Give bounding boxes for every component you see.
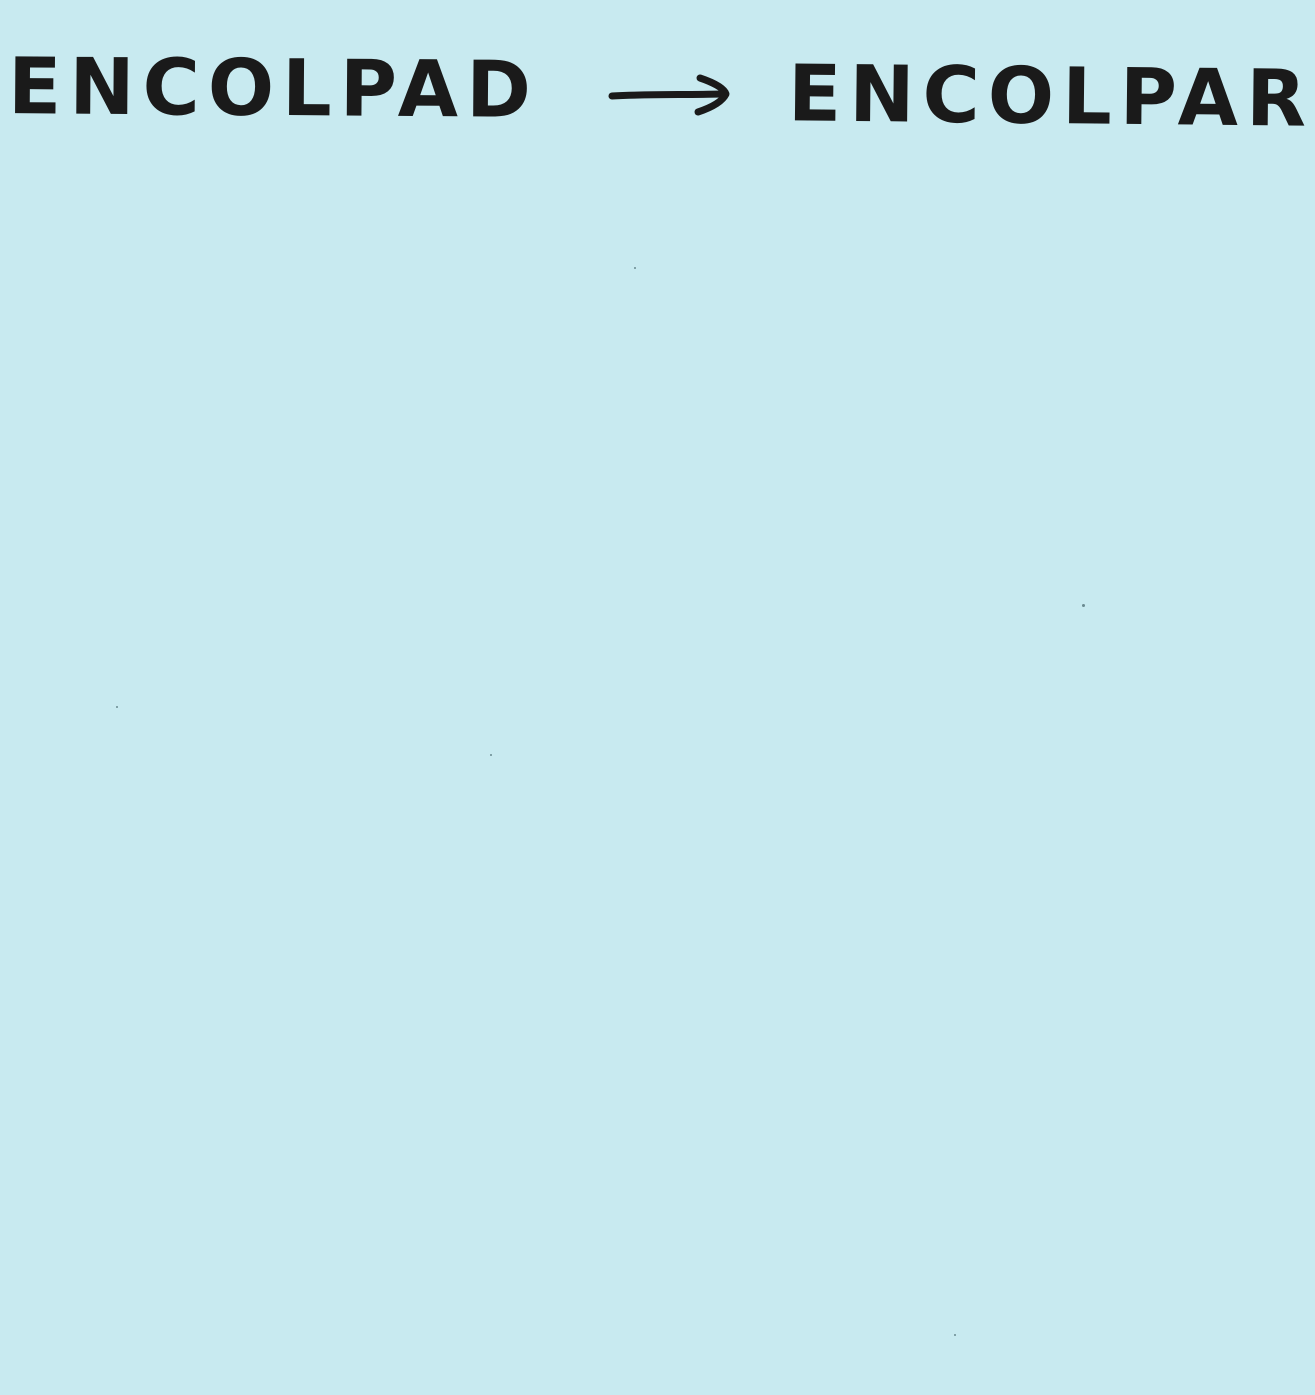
paper-speck bbox=[490, 754, 492, 756]
paper-speck bbox=[954, 1334, 956, 1336]
paper-speck bbox=[116, 706, 118, 708]
handwritten-line bbox=[0, 20, 1315, 150]
arrow-shaft bbox=[612, 94, 720, 96]
right-arrow-icon bbox=[608, 72, 736, 116]
paper-speck bbox=[1082, 604, 1085, 607]
word-encolpar: ENCOLPAR bbox=[787, 49, 1315, 145]
paper-speck bbox=[634, 267, 636, 269]
word-encolpad: ENCOLPAD bbox=[7, 42, 540, 136]
